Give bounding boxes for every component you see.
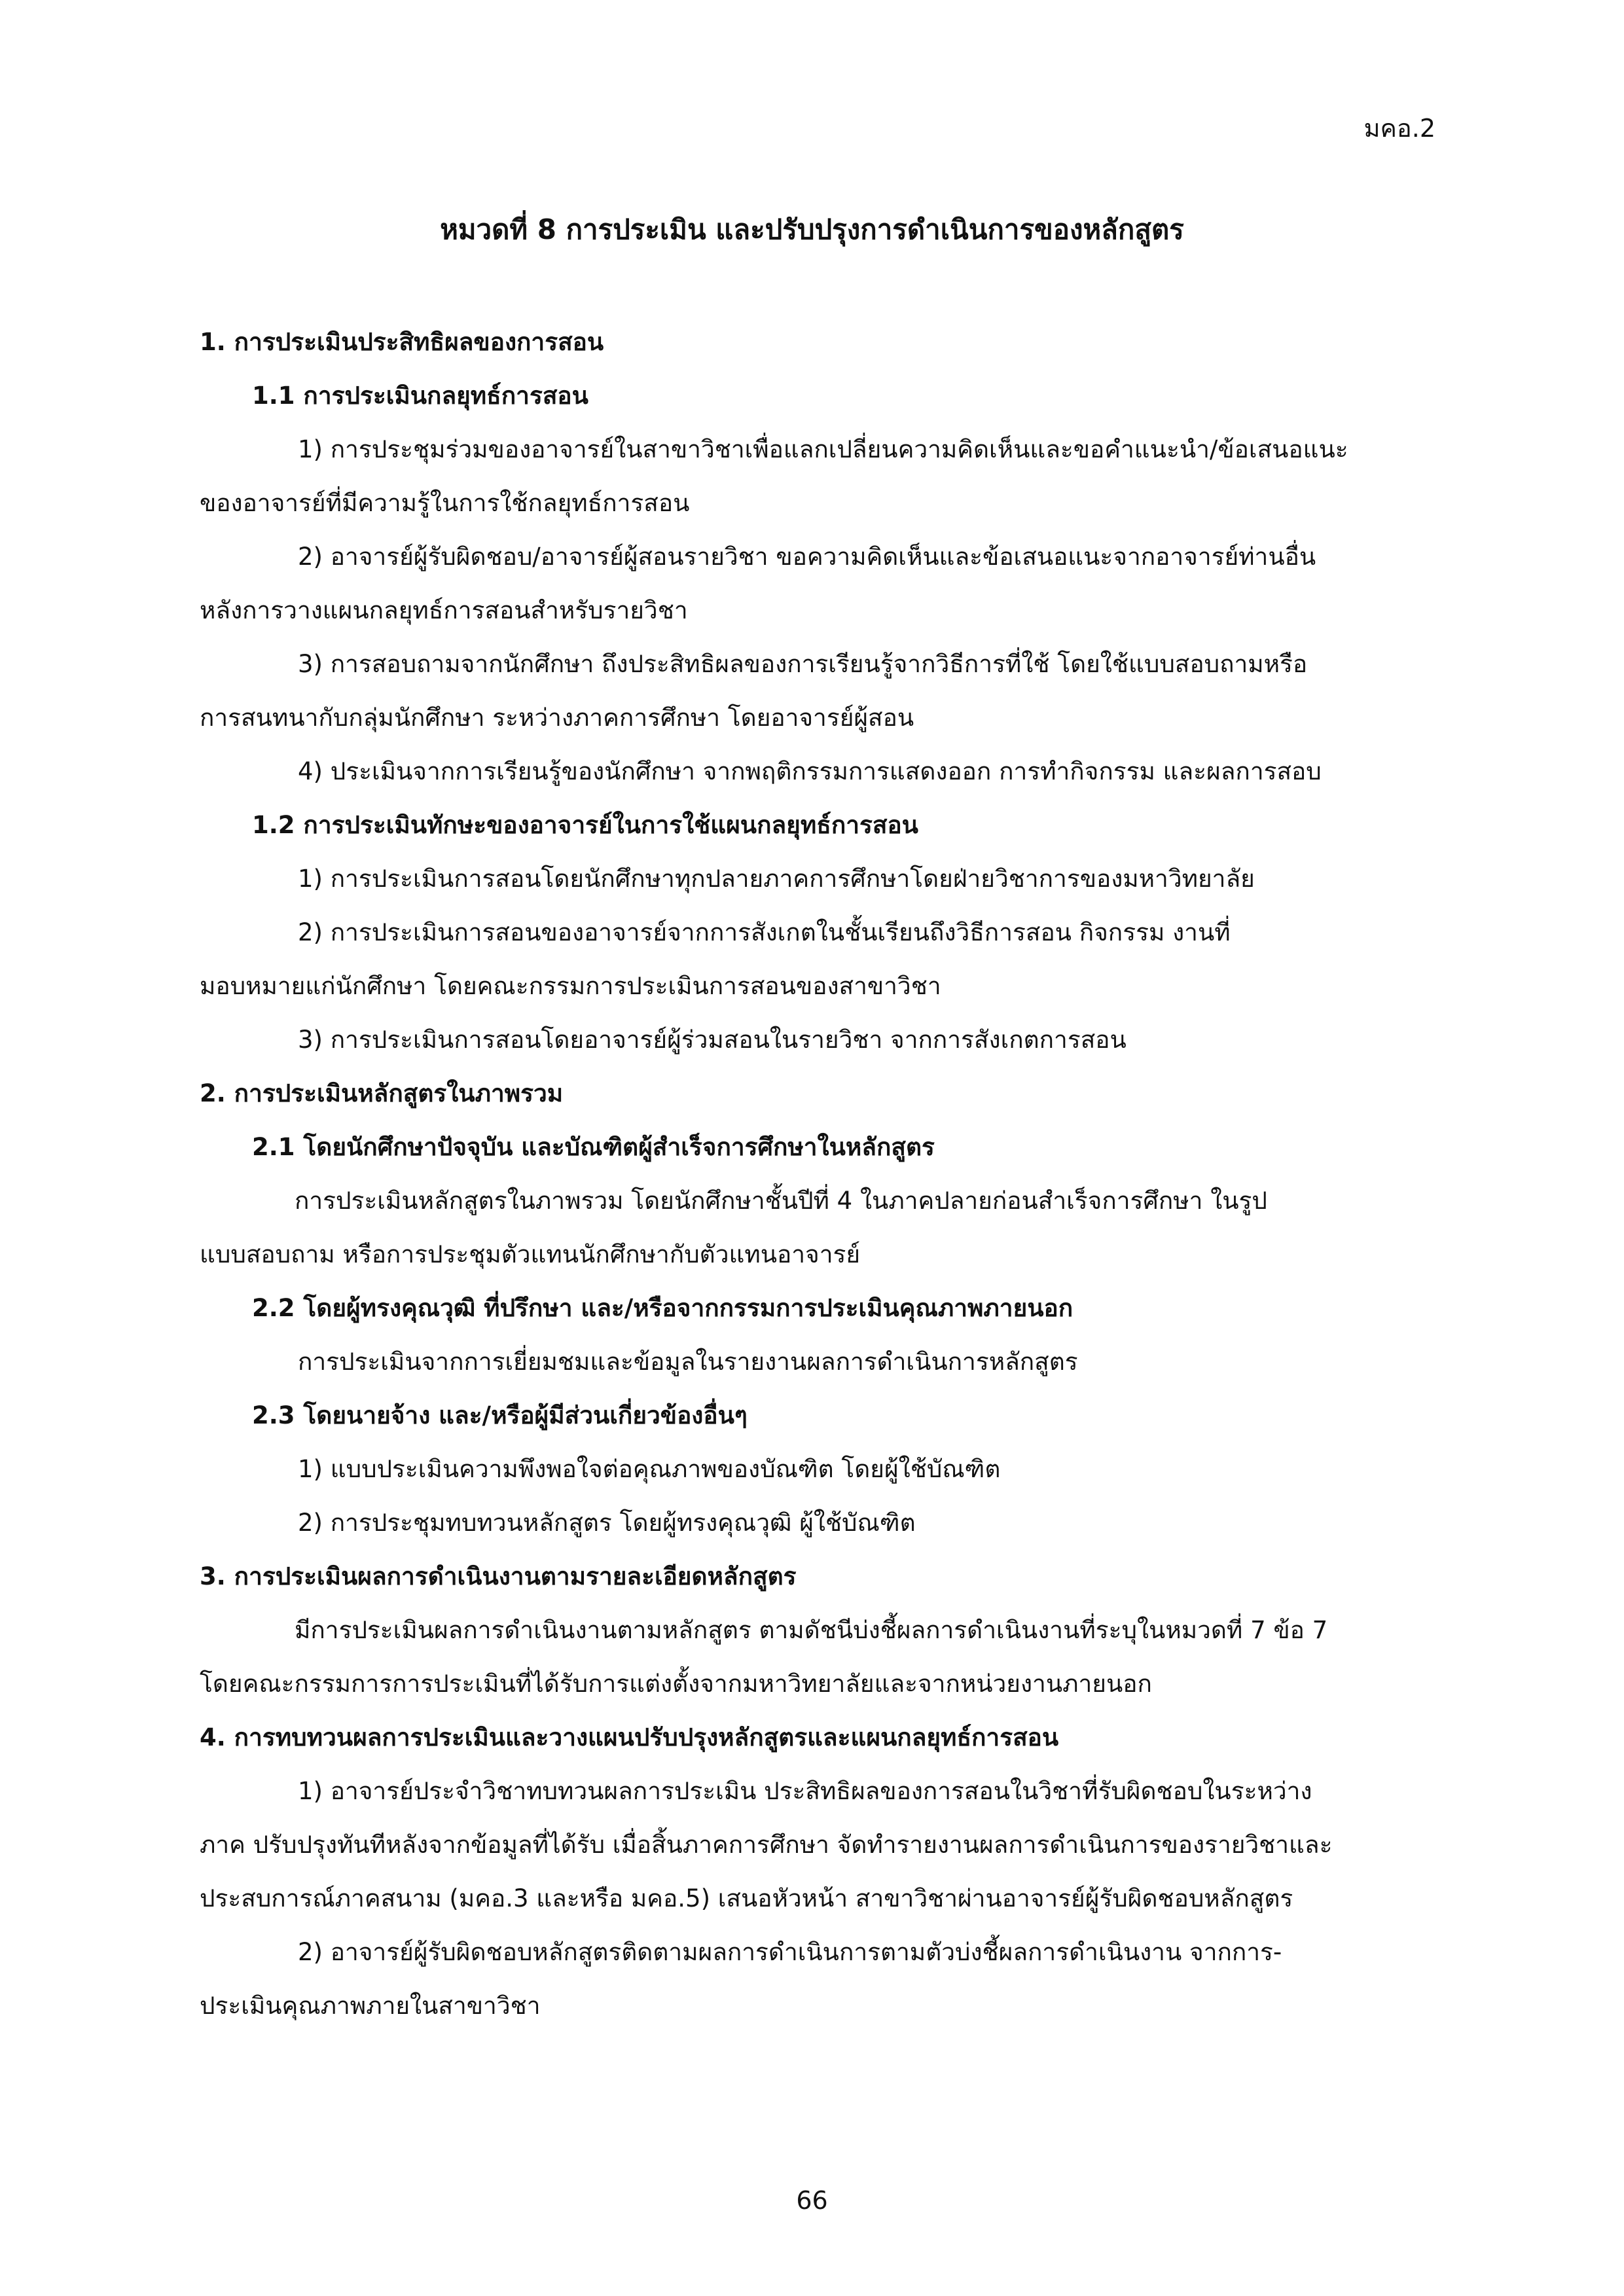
body-text-line: หลังการวางแผนกลยุทธ์การสอนสำหรับรายวิชา	[200, 596, 688, 624]
document-code: มคอ.2	[1363, 114, 1435, 143]
body-text-line: มีการประเมินผลการดำเนินงานตามหลักสูตร ตามดัชนีบ่งชี้ผลการดำเนินงานที่ระบุในหมวดที่ 7 ข้อ 7	[295, 1616, 1328, 1644]
body-text-line: ของอาจารย์ที่มีความรู้ในการใช้กลยุทธ์การสอน	[200, 489, 690, 517]
body-text-line: ภาค ปรับปรุงทันทีหลังจากข้อมูลที่ได้รับ เมื่อสิ้นภาคการศึกษา จัดทำรายงานผลการดำเนินการของรายวิชาและ	[200, 1831, 1333, 1859]
body-text-line: การประเมินจากการเยี่ยมชมและข้อมูลในรายงานผลการดำเนินการหลักสูตร	[298, 1348, 1078, 1376]
body-text-line: 2) การประชุมทบทวนหลักสูตร โดยผู้ทรงคุณวุฒิ ผู้ใช้บัณฑิต	[298, 1509, 916, 1537]
page-number: 66	[796, 2186, 828, 2215]
section-heading: 2.1 โดยนักศึกษาปัจจุบัน และบัณฑิตผู้สำเร็จการศึกษาในหลักสูตร	[252, 1133, 935, 1161]
body-text-line: การสนทนากับกลุ่มนักศึกษา ระหว่างภาคการศึกษา โดยอาจารย์ผู้สอน	[200, 704, 914, 732]
body-text-line: 4) ประเมินจากการเรียนรู้ของนักศึกษา จากพฤติกรรมการแสดงออก การทำกิจกรรม และผลการสอบ	[298, 757, 1322, 785]
body-text-line: 1) การประชุมร่วมของอาจารย์ในสาขาวิชาเพื่อแลกเปลี่ยนความคิดเห็นและขอคำแนะนำ/ข้อเสนอแนะ	[298, 435, 1348, 463]
section-heading: 3. การประเมินผลการดำเนินงานตามรายละเอียดหลักสูตร	[200, 1562, 797, 1590]
section-heading: 2.3 โดยนายจ้าง และ/หรือผู้มีส่วนเกี่ยวข้องอื่นๆ	[252, 1401, 748, 1429]
body-text-line: 3) การสอบถามจากนักศึกษา ถึงประสิทธิผลของการเรียนรู้จากวิธีการที่ใช้ โดยใช้แบบสอบถามหรือ	[298, 650, 1308, 678]
body-text-line: 1) อาจารย์ประจำวิชาทบทวนผลการประเมิน ประสิทธิผลของการสอนในวิชาที่รับผิดชอบในระหว่าง	[298, 1777, 1312, 1805]
body-text-line: โดยคณะกรรมการการประเมินที่ได้รับการแต่งตั้งจากมหาวิทยาลัยและจากหน่วยงานภายนอก	[200, 1670, 1152, 1698]
body-text-line: 2) การประเมินการสอนของอาจารย์จากการสังเกตในชั้นเรียนถึงวิธีการสอน กิจกรรม งานที่	[298, 918, 1231, 946]
section-heading: 1.1 การประเมินกลยุทธ์การสอน	[252, 382, 588, 410]
body-text-line: 3) การประเมินการสอนโดยอาจารย์ผู้ร่วมสอนในรายวิชา จากการสังเกตการสอน	[298, 1026, 1127, 1054]
body-text-line: 2) อาจารย์ผู้รับผิดชอบ/อาจารย์ผู้สอนรายวิชา ขอความคิดเห็นและข้อเสนอแนะจากอาจารย์ท่านอื่น	[298, 543, 1316, 571]
body-text-line: การประเมินหลักสูตรในภาพรวม โดยนักศึกษาชั้นปีที่ 4 ในภาคปลายก่อนสำเร็จการศึกษา ในรูป	[295, 1187, 1267, 1215]
chapter-title: หมวดที่ 8 การประเมิน และปรับปรุงการดำเนินการของหลักสูตร	[440, 213, 1184, 245]
section-heading: 1. การประเมินประสิทธิผลของการสอน	[200, 328, 604, 356]
section-heading: 1.2 การประเมินทักษะของอาจารย์ในการใช้แผนกลยุทธ์การสอน	[252, 811, 918, 839]
section-heading: 2. การประเมินหลักสูตรในภาพรวม	[200, 1079, 564, 1107]
body-text-line: 2) อาจารย์ผู้รับผิดชอบหลักสูตรติดตามผลการดำเนินการตามตัวบ่งชี้ผลการดำเนินงาน จากการ-	[298, 1938, 1282, 1966]
body-text-line: ประเมินคุณภาพภายในสาขาวิชา	[200, 1992, 541, 2020]
section-heading: 4. การทบทวนผลการประเมินและวางแผนปรับปรุงหลักสูตรและแผนกลยุทธ์การสอน	[200, 1723, 1059, 1751]
body-text-line: แบบสอบถาม หรือการประชุมตัวแทนนักศึกษากับตัวแทนอาจารย์	[200, 1240, 861, 1268]
body-text-line: 1) แบบประเมินความพึงพอใจต่อคุณภาพของบัณฑิต โดยผู้ใช้บัณฑิต	[298, 1455, 1001, 1483]
body-text-line: 1) การประเมินการสอนโดยนักศึกษาทุกปลายภาคการศึกษาโดยฝ่ายวิชาการของมหาวิทยาลัย	[298, 865, 1255, 893]
body-text-line: ประสบการณ์ภาคสนาม (มคอ.3 และหรือ มคอ.5) เสนอหัวหน้า สาขาวิชาผ่านอาจารย์ผู้รับผิดชอบหลักสูตร	[200, 1884, 1293, 1912]
section-heading: 2.2 โดยผู้ทรงคุณวุฒิ ที่ปรึกษา และ/หรือจากกรรมการประเมินคุณภาพภายนอก	[252, 1294, 1074, 1322]
body-text-line: มอบหมายแก่นักศึกษา โดยคณะกรรมการประเมินการสอนของสาขาวิชา	[200, 972, 941, 1000]
document-body	[200, 315, 1440, 2033]
